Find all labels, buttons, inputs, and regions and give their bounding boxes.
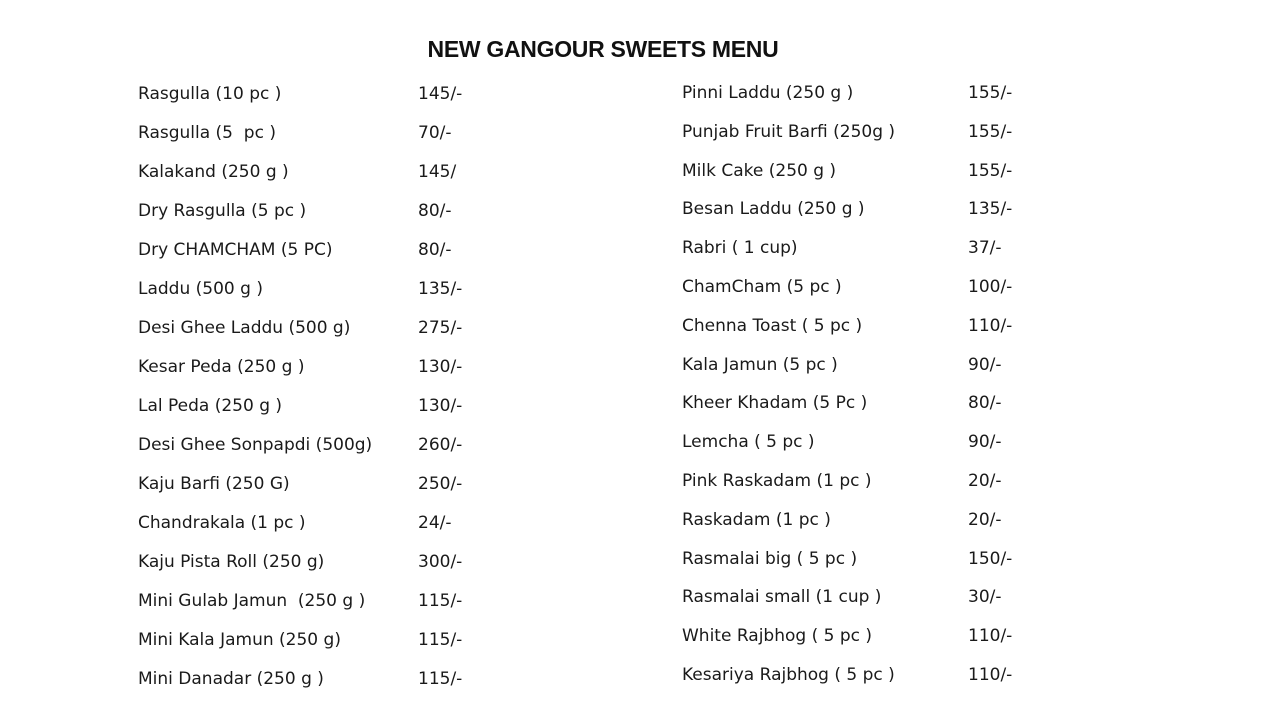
- item-name: Kaju Barfi (250 G): [138, 474, 290, 494]
- item-name: Chandrakala (1 pc ): [138, 513, 306, 533]
- item-name: Rasmalai big ( 5 pc ): [682, 548, 858, 569]
- item-price: 24/-: [418, 513, 452, 533]
- item-price: 70/-: [418, 123, 452, 143]
- item-name: Punjab Fruit Barfi (250g ): [682, 121, 896, 142]
- menu-title: NEW GANGOUR SWEETS MENU: [427, 36, 779, 62]
- item-name: Milk Cake (250 g ): [682, 160, 837, 181]
- item-name: Kesar Peda (250 g ): [138, 357, 305, 377]
- item-price: 37/-: [968, 238, 1002, 259]
- item-price: 30/-: [968, 587, 1002, 608]
- item-price: 115/-: [418, 591, 463, 611]
- item-price: 300/-: [418, 552, 463, 572]
- item-name: Mini Kala Jamun (250 g): [138, 630, 341, 650]
- item-name: Laddu (500 g ): [138, 279, 263, 299]
- item-price: 130/-: [418, 357, 463, 377]
- item-price: 130/-: [418, 396, 463, 416]
- item-price: 80/-: [418, 240, 452, 260]
- item-name: Besan Laddu (250 g ): [682, 199, 865, 220]
- item-price: 155/-: [968, 121, 1013, 142]
- item-price: 80/-: [418, 201, 452, 221]
- item-name: Dry Rasgulla (5 pc ): [138, 201, 307, 221]
- item-name: Rasgulla (10 pc ): [138, 84, 282, 104]
- item-name: Mini Danadar (250 g ): [138, 669, 324, 689]
- item-price: 135/-: [968, 199, 1013, 220]
- item-name: Raskadam (1 pc ): [682, 509, 831, 530]
- item-name: Lemcha ( 5 pc ): [682, 432, 815, 453]
- item-name: Lal Peda (250 g ): [138, 396, 283, 416]
- item-price: 260/-: [418, 435, 463, 455]
- item-price: 155/-: [968, 83, 1013, 103]
- item-name: Kala Jamun (5 pc ): [682, 354, 838, 375]
- item-name: White Rajbhog ( 5 pc ): [682, 626, 873, 647]
- item-price: 150/-: [968, 548, 1013, 569]
- item-price: 145/: [418, 162, 457, 182]
- item-price: 110/-: [968, 626, 1013, 647]
- item-name: ChamCham (5 pc ): [682, 276, 842, 297]
- item-price: 100/-: [968, 276, 1013, 297]
- item-name: Rasgulla (5 pc ): [138, 123, 276, 143]
- item-name: Pink Raskadam (1 pc ): [682, 470, 872, 491]
- item-name: Mini Gulab Jamun (250 g ): [138, 591, 366, 611]
- item-name: Kesariya Rajbhog ( 5 pc ): [682, 664, 895, 685]
- item-name: Kaju Pista Roll (250 g): [138, 552, 325, 572]
- item-name: Desi Ghee Laddu (500 g): [138, 318, 351, 338]
- item-name: Desi Ghee Sonpapdi (500g): [138, 435, 373, 455]
- item-price: 80/-: [968, 393, 1002, 414]
- item-price: 20/-: [968, 470, 1002, 491]
- item-price: 90/-: [968, 354, 1002, 375]
- item-name: Kheer Khadam (5 Pc ): [682, 393, 868, 414]
- item-price: 110/-: [968, 664, 1013, 685]
- item-price: 250/-: [418, 474, 463, 494]
- item-price: 155/-: [968, 160, 1013, 181]
- item-name: Chenna Toast ( 5 pc ): [682, 315, 863, 336]
- item-name: Pinni Laddu (250 g ): [682, 83, 854, 103]
- item-name: Dry CHAMCHAM (5 PC): [138, 240, 333, 260]
- item-price: 20/-: [968, 509, 1002, 530]
- item-price: 145/-: [418, 84, 463, 104]
- item-name: Rabri ( 1 cup): [682, 238, 798, 259]
- item-price: 115/-: [418, 669, 463, 689]
- item-price: 115/-: [418, 630, 463, 650]
- item-price: 90/-: [968, 432, 1002, 453]
- item-price: 135/-: [418, 279, 463, 299]
- item-name: Kalakand (250 g ): [138, 162, 289, 182]
- item-name: Rasmalai small (1 cup ): [682, 587, 882, 608]
- item-price: 275/-: [418, 318, 463, 338]
- item-price: 110/-: [968, 315, 1013, 336]
